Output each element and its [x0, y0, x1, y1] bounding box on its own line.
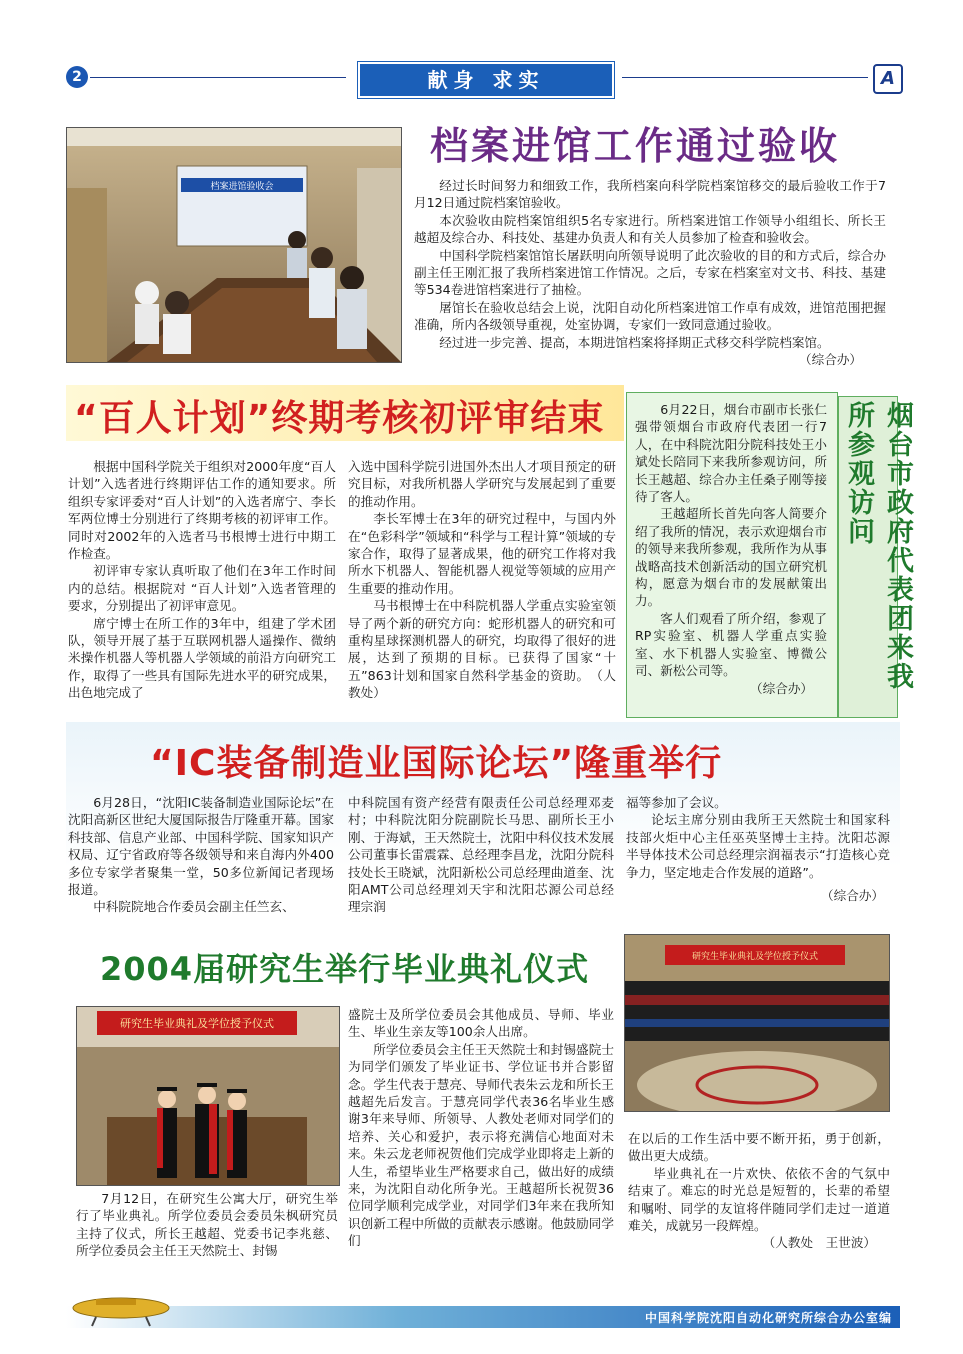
underwater-robot-icon	[66, 1290, 176, 1330]
photo-banner-text: 研究生毕业典礼及学位授予仪式	[120, 1017, 274, 1030]
paragraph: 6月28日，“沈阳IC装备制造业国际论坛”在沈阳高新区世纪大厦国际报告厅隆重开幕。国家科技部、信息产业部、中国科学院、国家知识产权局、辽宁省政府等各级领导和来自海内外400多位专家学者聚集一堂，50多位新闻记者现场报道。	[68, 795, 334, 898]
paragraph: 所学位委员会主任王天然院士和封锡盛院士为同学们颁发了毕业证书、学位证书并合影留念。学生代表于慧亮、导师代表朱云龙和所长王越超先后发言。于慧亮同学代表36名毕业生感谢3年来导师、所领导、人教处老师对同学们的培养、关心和爱护，表示将充满信心地面对未来。朱云龙老师祝贺他们完成学业即将走上新的人生，希望毕业生严格要求自己，做出好的成绩来，为沈阳自动化所争光。王越超所长祝贺36位同学顺利完成学业，对同学们3年来在我所知识创新工程中所做的贡献表示感谢。他鼓励同学们	[348, 1041, 614, 1249]
graduation-group-image	[625, 935, 889, 1111]
footer-text: 中国科学院沈阳自动化研究所综合办公室编	[644, 1311, 892, 1325]
article-col-1	[76, 1190, 338, 1260]
sidebar-box	[626, 392, 838, 718]
paragraph: 屠馆长在验收总结会上说，沈阳自动化所档案进馆工作卓有成效，进馆范围把握准确，所内各级领导重视，处室协调，专家们一致同意通过验收。	[414, 299, 886, 333]
institute-logo: A	[873, 64, 903, 94]
article-col-1	[68, 794, 334, 916]
sidebar-body	[635, 401, 827, 697]
paragraph: 席宁博士在所工作的3年中，组建了学术团队，领导开展了基于互联网机器人遥操作、微纳米操作机器人等机器人学领域的前沿方向研究工作，取得了一些具有国际先进水平的研究成果，出色地完成了	[68, 615, 336, 701]
article-col-3	[628, 1130, 890, 1252]
paragraph: 毕业典礼在一片欢快、依依不舍的气氛中结束了。难忘的时光总是短暂的，长辈的希望和嘱咐、同学的友谊将伴随同学们走过一道道难关，成就另一段辉煌。	[628, 1165, 890, 1234]
byline: （综合办）	[799, 352, 862, 368]
meeting-room-image	[67, 128, 401, 362]
article-title-graduation: 2004届研究生举行毕业典礼仪式	[100, 950, 590, 988]
article-title-hundred-talents: “百人计划”终期考核初评审结束	[74, 398, 605, 439]
article-col-2	[348, 1006, 614, 1250]
footer-bar	[66, 1306, 900, 1328]
paragraph: 7月12日，在研究生公寓大厅，研究生举行了毕业典礼。所学位委员会委员朱枫研究员主持了仪式，所长王越超、党委书记李兆慈、所学位委员会主任王天然院士、封锡	[76, 1191, 338, 1259]
paragraph: 盛院士及所学位委员会其他成员、导师、毕业生、毕业生亲友等100余人出席。	[348, 1007, 614, 1040]
paragraph: 中国科学院档案馆馆长屠跃明向所领导说明了此次验收的目的和方式后，综合办副主任王刚汇报了我所档案进馆工作情况。之后，专家在档案室对文书、科技、基建等534卷进馆档案进行了抽检。	[414, 247, 886, 298]
article-body-archive	[414, 177, 886, 368]
byline: （人教处 王世波）	[762, 1235, 876, 1251]
graduation-photo-group	[624, 934, 890, 1112]
byline: （综合办）	[750, 680, 813, 696]
header-rule-left	[90, 77, 346, 78]
paragraph: 初评审专家认真听取了他们在3年工作时间内的总结。根据院对 “百人计划”入选者管理的要求，分别提出了初评审意见。	[68, 563, 336, 614]
paragraph: 本次验收由院档案馆组织5名专家进行。所档案进馆工作领导小组组长、所长王越超及综合办、科技处、基建办负责人和有关人员参加了检查和验收会。	[414, 212, 886, 246]
paragraph: 中科院院地合作委员会副主任竺玄、	[93, 899, 295, 915]
paragraph: 李长军博士在3年的研究过程中，与国内外在“色彩科学”领域和“科学与工程计算”领域的专家合作，取得了显著成果，他的研究工作将对我所水下机器人、智能机器人视觉等领域的应用产生重要的推动作用。	[348, 511, 616, 596]
page-number: 2	[66, 66, 88, 88]
article-col-2	[348, 458, 616, 702]
paragraph: 福等参加了会议。	[626, 795, 727, 810]
paragraph: 王越超所长首先向客人简要介绍了我所的情况，表示欢迎烟台市的领导来我所参观，我所作为从事战略高技术创新活动的国立研究机构，愿意为烟台市的发展献策出力。	[635, 506, 827, 609]
article-col-3	[626, 794, 890, 904]
paragraph: 入选中国科学院引进国外杰出人才项目预定的研究目标，对我所机器人学研究与发展起到了重要的推动作用。	[348, 459, 616, 509]
paragraph: 马书根博士在中科院机器人学重点实验室领导了两个新的研究方向：蛇形机器人的研究和可重构星球探测机器人的研究，均取得了很好的进展，达到了预期的目标。已获得了国家“十五”863计划和国家自然科学基金的资助。 （人教处）	[348, 598, 616, 701]
sidebar-vertical-title	[838, 396, 913, 718]
paragraph: 客人们观看了所介绍，参观了RP实验室、机器人学重点实验室、水下机器人实验室、博微公司、新松公司等。	[635, 610, 827, 679]
paragraph: 论坛主席分别由我所王天然院士和国家科技部火炬中心主任巫英坚博士主持。沈阳芯源半导体技术公司总经理宗润福表示“打造核心竞争力，坚定地走合作发展的道路”。	[626, 812, 890, 880]
paragraph: 经过长时间努力和细致工作，我所档案向科学院档案馆移交的最后验收工作于7月12日通过院档案馆验收。	[414, 178, 886, 211]
photo-banner-text: 研究生毕业典礼及学位授予仪式	[691, 952, 819, 962]
photo-banner-text: 档案进馆验收会	[210, 182, 274, 192]
paragraph: 6月22日，烟台市副市长张仁强带领烟台市政府代表团一行7人，在中科院沈阳分院科技处王小斌处长陪同下来我所参观访问，所长王越超、综合办主任桑子刚等接待了客人。	[635, 402, 827, 505]
graduation-stage-image	[77, 1007, 339, 1185]
article-col-2	[348, 794, 614, 916]
article-title-archive: 档案进馆工作通过验收	[430, 124, 841, 168]
paragraph: 在以后的工作生活中要不断开拓，勇于创新，做出更大成绩。	[628, 1131, 890, 1164]
paragraph: 根据中国科学院关于组织对2000年度“百人计划”入选者进行终期评估工作的通知要求。所组织专家评委对“百人计划”的入选者席宁、李长军两位博士分别进行了终期考核的初评审工作。同时对2002年的入选者马书根博士进行中期工作检查。	[68, 459, 336, 562]
article-col-1	[68, 458, 336, 702]
graduates-group	[157, 1083, 247, 1178]
paragraph: 中科院国有资产经营有限责任公司总经理邓麦村；中科院沈阳分院副院长马思、副所长王小刚、于海斌，王天然院士，沈阳中科仪技术发展公司董事长雷震霖、总经理李昌龙，沈阳分院科技处长王晓斌，沈阳新松公司总经理曲道奎、沈阳AMT公司总经理刘天宇和沈阳芯源公司总经理宗润	[348, 795, 614, 915]
byline: （综合办）	[821, 888, 884, 904]
paragraph: 经过进一步完善、提高，本期进馆档案将择期正式移交科学院档案馆。	[439, 334, 830, 350]
vertical-title-text: 烟台市政府代表团来我所参观访问	[843, 401, 913, 691]
section-banner: 献身 求实	[358, 62, 614, 98]
header-rule-right	[622, 77, 868, 78]
graduation-photo-stage	[76, 1006, 340, 1186]
article-title-ic-forum: “IC装备制造业国际论坛”隆重举行	[150, 743, 723, 784]
archive-meeting-photo	[66, 127, 402, 363]
